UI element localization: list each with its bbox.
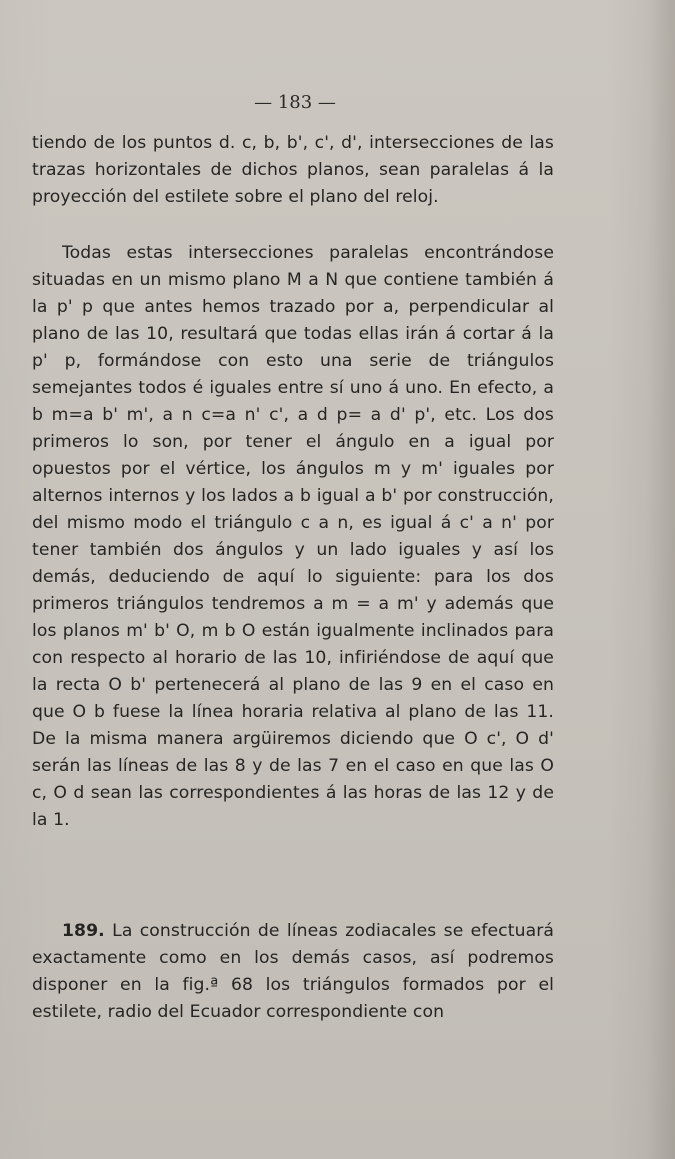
paragraph-1: tiendo de los puntos d. c, b, b', c', d', intersecciones de las trazas horizontales de dichos planos, sean paralelas á la proyección del estilete sobre el plano del reloj. xyxy=(32,133,554,207)
page-number: — 183 — xyxy=(254,92,336,113)
section-189-paragraph xyxy=(32,918,554,1026)
paragraph-2: Todas estas intersecciones paralelas encontrándose situadas en un mismo plano M a N que contiene también á la p' p que antes hemos trazado por a, perpendicular al plano de las 10, resultará que todas ellas irán á cortar á la p' p, formándose con esto una serie de triángulos semejantes todos é iguales entre sí uno á uno. En efecto, a b m=a b' m', a n c=a n' c', a d p= a d' p', etc. Los dos primeros lo son, por tener el ángulo en a igual por opuestos por el vértice, los ángulos m y m' iguales por alternos internos y los lados a b igual a b' por construcción, del mismo modo el triángulo c a n, es igual á c' a n' por tener también dos ángulos y un lado iguales y así los demás, deduciendo de aquí lo siguiente: para los dos primeros triángulos tendremos a m = a m' y además que los planos m' b' O, m b O están igualmente inclinados para con respecto al horario de las 10, infiriéndose de aquí que la recta O b' pertenecerá al plano de las 9 en el caso en que O b fuese la línea horaria relativa al plano de las 11. De la misma manera argüiremos diciendo que O c', O d' serán las líneas de las 8 y de las 7 en el caso en que las O c, O d sean las correspondientes á las horas de las 12 y de la 1. xyxy=(32,243,554,830)
section-189 xyxy=(32,918,554,1026)
section-189-text: La construcción de líneas zodiacales se efectuará exactamente como en los demás casos, así podremos disponer en la fig.ª 68 los triángulos formados por el estilete, radio del Ecuador correspondiente con xyxy=(32,921,554,1022)
paragraph-continuation xyxy=(32,130,554,211)
paragraph-main xyxy=(32,240,554,834)
section-number: 189. xyxy=(62,921,105,941)
page-edge-shadow xyxy=(647,0,675,1159)
